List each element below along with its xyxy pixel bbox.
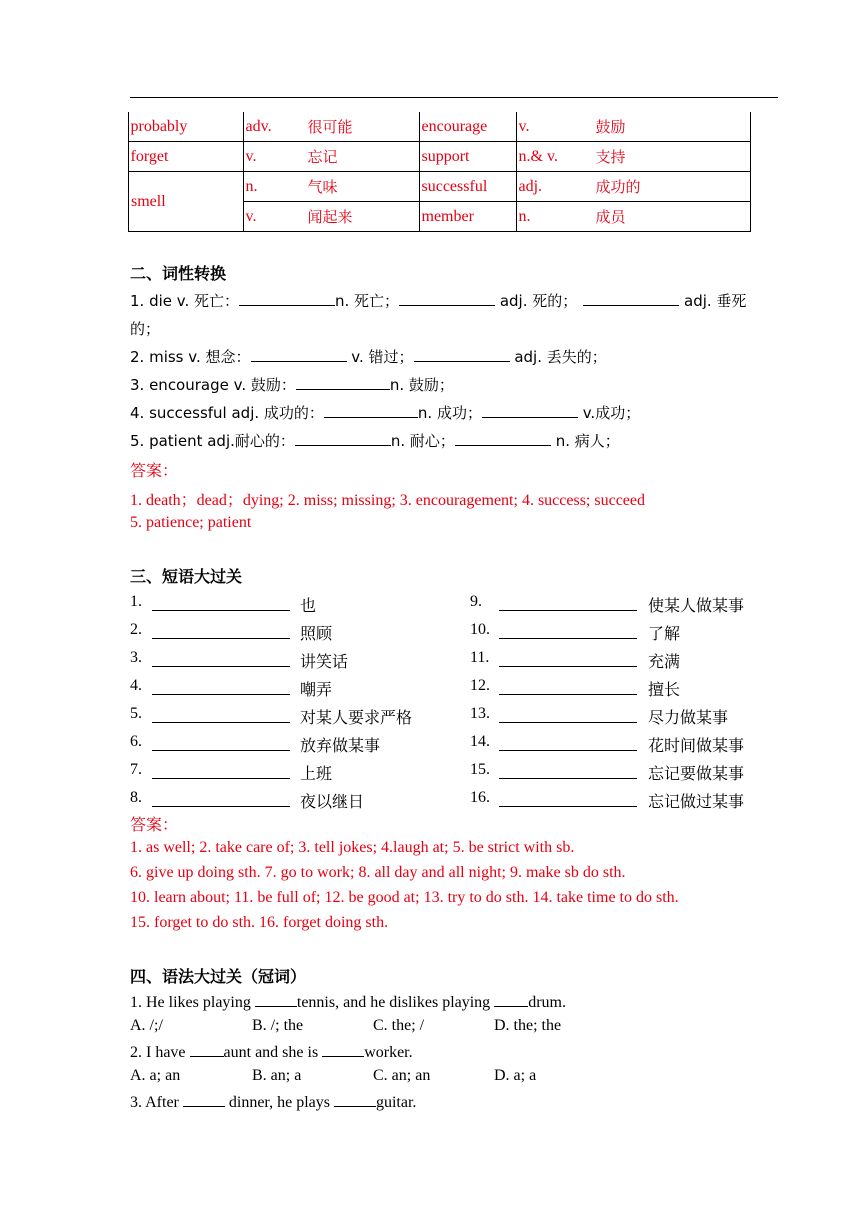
- meaning-cell: 很可能: [306, 112, 420, 142]
- phrase-number: 9.: [470, 593, 482, 610]
- phrase-meaning: 讲笑话: [300, 652, 349, 671]
- answer-blank[interactable]: [455, 431, 551, 446]
- phrase-meaning: 也: [300, 596, 317, 615]
- phrase-meaning: 对某人要求严格: [300, 708, 413, 727]
- answer-blank[interactable]: [499, 735, 637, 751]
- answer-blank[interactable]: [296, 375, 390, 390]
- phrase-meaning: 使某人做某事: [648, 596, 745, 615]
- pos-cell: v.: [245, 207, 257, 225]
- phrase-number: 6.: [130, 733, 142, 750]
- word-cell: probably: [129, 112, 244, 142]
- section-title: 二、词性转换: [130, 264, 227, 283]
- answer-blank[interactable]: [255, 992, 297, 1007]
- answer-blank[interactable]: [499, 763, 637, 779]
- exercise-line: 2. miss v. 想念： v. 错过； adj. 丢失的；: [130, 348, 607, 366]
- section-title: 三、短语大过关: [130, 567, 243, 586]
- meaning-cell: 气味: [306, 172, 420, 202]
- option-c[interactable]: C. the; /: [373, 1017, 425, 1034]
- option-d[interactable]: D. the; the: [494, 1017, 562, 1034]
- question-line: 2. I have aunt and she is worker.: [130, 1044, 413, 1061]
- phrase-meaning: 花时间做某事: [648, 736, 745, 755]
- phrase-meaning: 嘲弄: [300, 680, 333, 699]
- pos-cell: v.: [518, 117, 530, 135]
- pos-cell: n.: [518, 207, 531, 225]
- answer-blank[interactable]: [322, 1042, 364, 1057]
- answer-blank[interactable]: [499, 595, 637, 611]
- answer-text: 1. as well; 2. take care of; 3. tell jokes; 4.laugh at; 5. be strict with sb.: [130, 839, 575, 856]
- answer-blank[interactable]: [324, 403, 418, 418]
- word-cell: encourage: [419, 112, 516, 142]
- answer-blank[interactable]: [152, 679, 290, 695]
- phrase-number: 15.: [470, 761, 490, 778]
- word-cell: successful: [419, 172, 516, 202]
- word-cell: support: [419, 142, 516, 172]
- phrase-meaning: 忘记要做某事: [648, 764, 745, 783]
- table-row: [129, 142, 751, 172]
- answer-blank[interactable]: [399, 291, 495, 306]
- answer-blank[interactable]: [183, 1092, 225, 1107]
- phrase-meaning: 照顾: [300, 624, 333, 643]
- phrase-meaning: 尽力做某事: [648, 708, 729, 727]
- phrase-number: 5.: [130, 705, 142, 722]
- answer-blank[interactable]: [152, 623, 290, 639]
- phrase-number: 2.: [130, 621, 142, 638]
- pos-cell: adj.: [518, 177, 543, 195]
- answer-blank[interactable]: [295, 431, 391, 446]
- answer-text: 15. forget to do sth. 16. forget doing sth.: [130, 914, 389, 931]
- meaning-cell: 成功的: [594, 172, 751, 202]
- exercise-line: 1. die v. 死亡： n. 死亡； adj. 死的； adj. 垂死: [130, 292, 747, 310]
- answer-blank[interactable]: [152, 791, 290, 807]
- answer-blank[interactable]: [152, 707, 290, 723]
- answer-text: 10. learn about; 11. be full of; 12. be good at; 13. try to do sth. 14. take time to do sth.: [130, 889, 679, 906]
- option-d[interactable]: D. a; a: [494, 1067, 537, 1084]
- option-a[interactable]: A. /;/: [130, 1017, 163, 1034]
- answer-blank[interactable]: [482, 403, 578, 418]
- phrase-meaning: 充满: [648, 652, 681, 671]
- phrase-number: 4.: [130, 677, 142, 694]
- answer-blank[interactable]: [239, 291, 335, 306]
- phrase-meaning: 擅长: [648, 680, 681, 699]
- answer-blank[interactable]: [152, 763, 290, 779]
- pos-cell: n.: [245, 177, 258, 195]
- answer-blank[interactable]: [499, 651, 637, 667]
- meaning-cell: 闻起来: [306, 202, 420, 232]
- phrase-number: 12.: [470, 677, 490, 694]
- phrase-meaning: 了解: [648, 624, 681, 643]
- section-title: 四、语法大过关（冠词）: [130, 967, 307, 986]
- phrase-meaning: 放弃做某事: [300, 736, 381, 755]
- exercise-line: 4. successful adj. 成功的： n. 成功； v.成功；: [130, 404, 641, 422]
- question-line: 3. After dinner, he plays guitar.: [130, 1094, 417, 1111]
- option-b[interactable]: B. an; a: [252, 1067, 302, 1084]
- exercise-line: 的；: [130, 320, 161, 338]
- answer-text: 6. give up doing sth. 7. go to work; 8. all day and all night; 9. make sb do sth.: [130, 864, 626, 881]
- answer-blank[interactable]: [251, 347, 347, 362]
- phrase-number: 13.: [470, 705, 490, 722]
- word-cell: smell: [129, 172, 244, 232]
- answer-blank[interactable]: [494, 992, 528, 1007]
- header-rule: [130, 97, 778, 98]
- meaning-cell: 鼓励: [594, 112, 751, 142]
- answer-blank[interactable]: [499, 623, 637, 639]
- answer-text: 1. death；dead；dying; 2. miss; missing; 3. encouragement; 4. success; succeed: [130, 492, 646, 509]
- option-b[interactable]: B. /; the: [252, 1017, 304, 1034]
- meaning-cell: 忘记: [306, 142, 420, 172]
- pos-cell: n.& v.: [518, 147, 558, 165]
- word-cell: forget: [129, 142, 244, 172]
- answer-blank[interactable]: [499, 679, 637, 695]
- answer-blank[interactable]: [334, 1092, 376, 1107]
- table-row: [129, 112, 751, 142]
- answer-blank[interactable]: [414, 347, 510, 362]
- table-left-border: [128, 112, 129, 172]
- answer-blank[interactable]: [152, 595, 290, 611]
- exercise-line: 5. patient adj.耐心的： n. 耐心； n. 病人；: [130, 432, 620, 450]
- table-row: [129, 172, 751, 202]
- exercise-line: 3. encourage v. 鼓励： n. 鼓励；: [130, 376, 454, 394]
- question-line: 1. He likes playing tennis, and he dislikes playing drum.: [130, 994, 566, 1011]
- phrase-number: 14.: [470, 733, 490, 750]
- answer-blank[interactable]: [190, 1042, 224, 1057]
- phrase-meaning: 夜以继日: [300, 792, 365, 811]
- phrase-number: 10.: [470, 621, 490, 638]
- phrase-number: 16.: [470, 789, 490, 806]
- pos-cell: v.: [245, 147, 257, 165]
- pos-cell: adv.: [245, 117, 272, 135]
- answer-text: 5. patience; patient: [130, 514, 252, 531]
- answer-blank[interactable]: [499, 707, 637, 723]
- option-a[interactable]: A. a; an: [130, 1067, 181, 1084]
- answer-blank[interactable]: [499, 791, 637, 807]
- option-c[interactable]: C. an; an: [373, 1067, 431, 1084]
- phrase-meaning: 忘记做过某事: [648, 792, 745, 811]
- meaning-cell: 成员: [594, 202, 751, 232]
- phrase-number: 8.: [130, 789, 142, 806]
- phrase-number: 3.: [130, 649, 142, 666]
- phrase-number: 1.: [130, 593, 142, 610]
- answer-label: 答案：: [130, 461, 179, 480]
- answer-label: 答案：: [130, 815, 179, 834]
- phrase-number: 7.: [130, 761, 142, 778]
- vocab-table: [128, 112, 751, 232]
- phrase-meaning: 上班: [300, 764, 333, 783]
- answer-blank[interactable]: [152, 651, 290, 667]
- answer-blank[interactable]: [583, 291, 679, 306]
- word-cell: member: [419, 202, 516, 232]
- meaning-cell: 支持: [594, 142, 751, 172]
- answer-blank[interactable]: [152, 735, 290, 751]
- phrase-number: 11.: [470, 649, 490, 666]
